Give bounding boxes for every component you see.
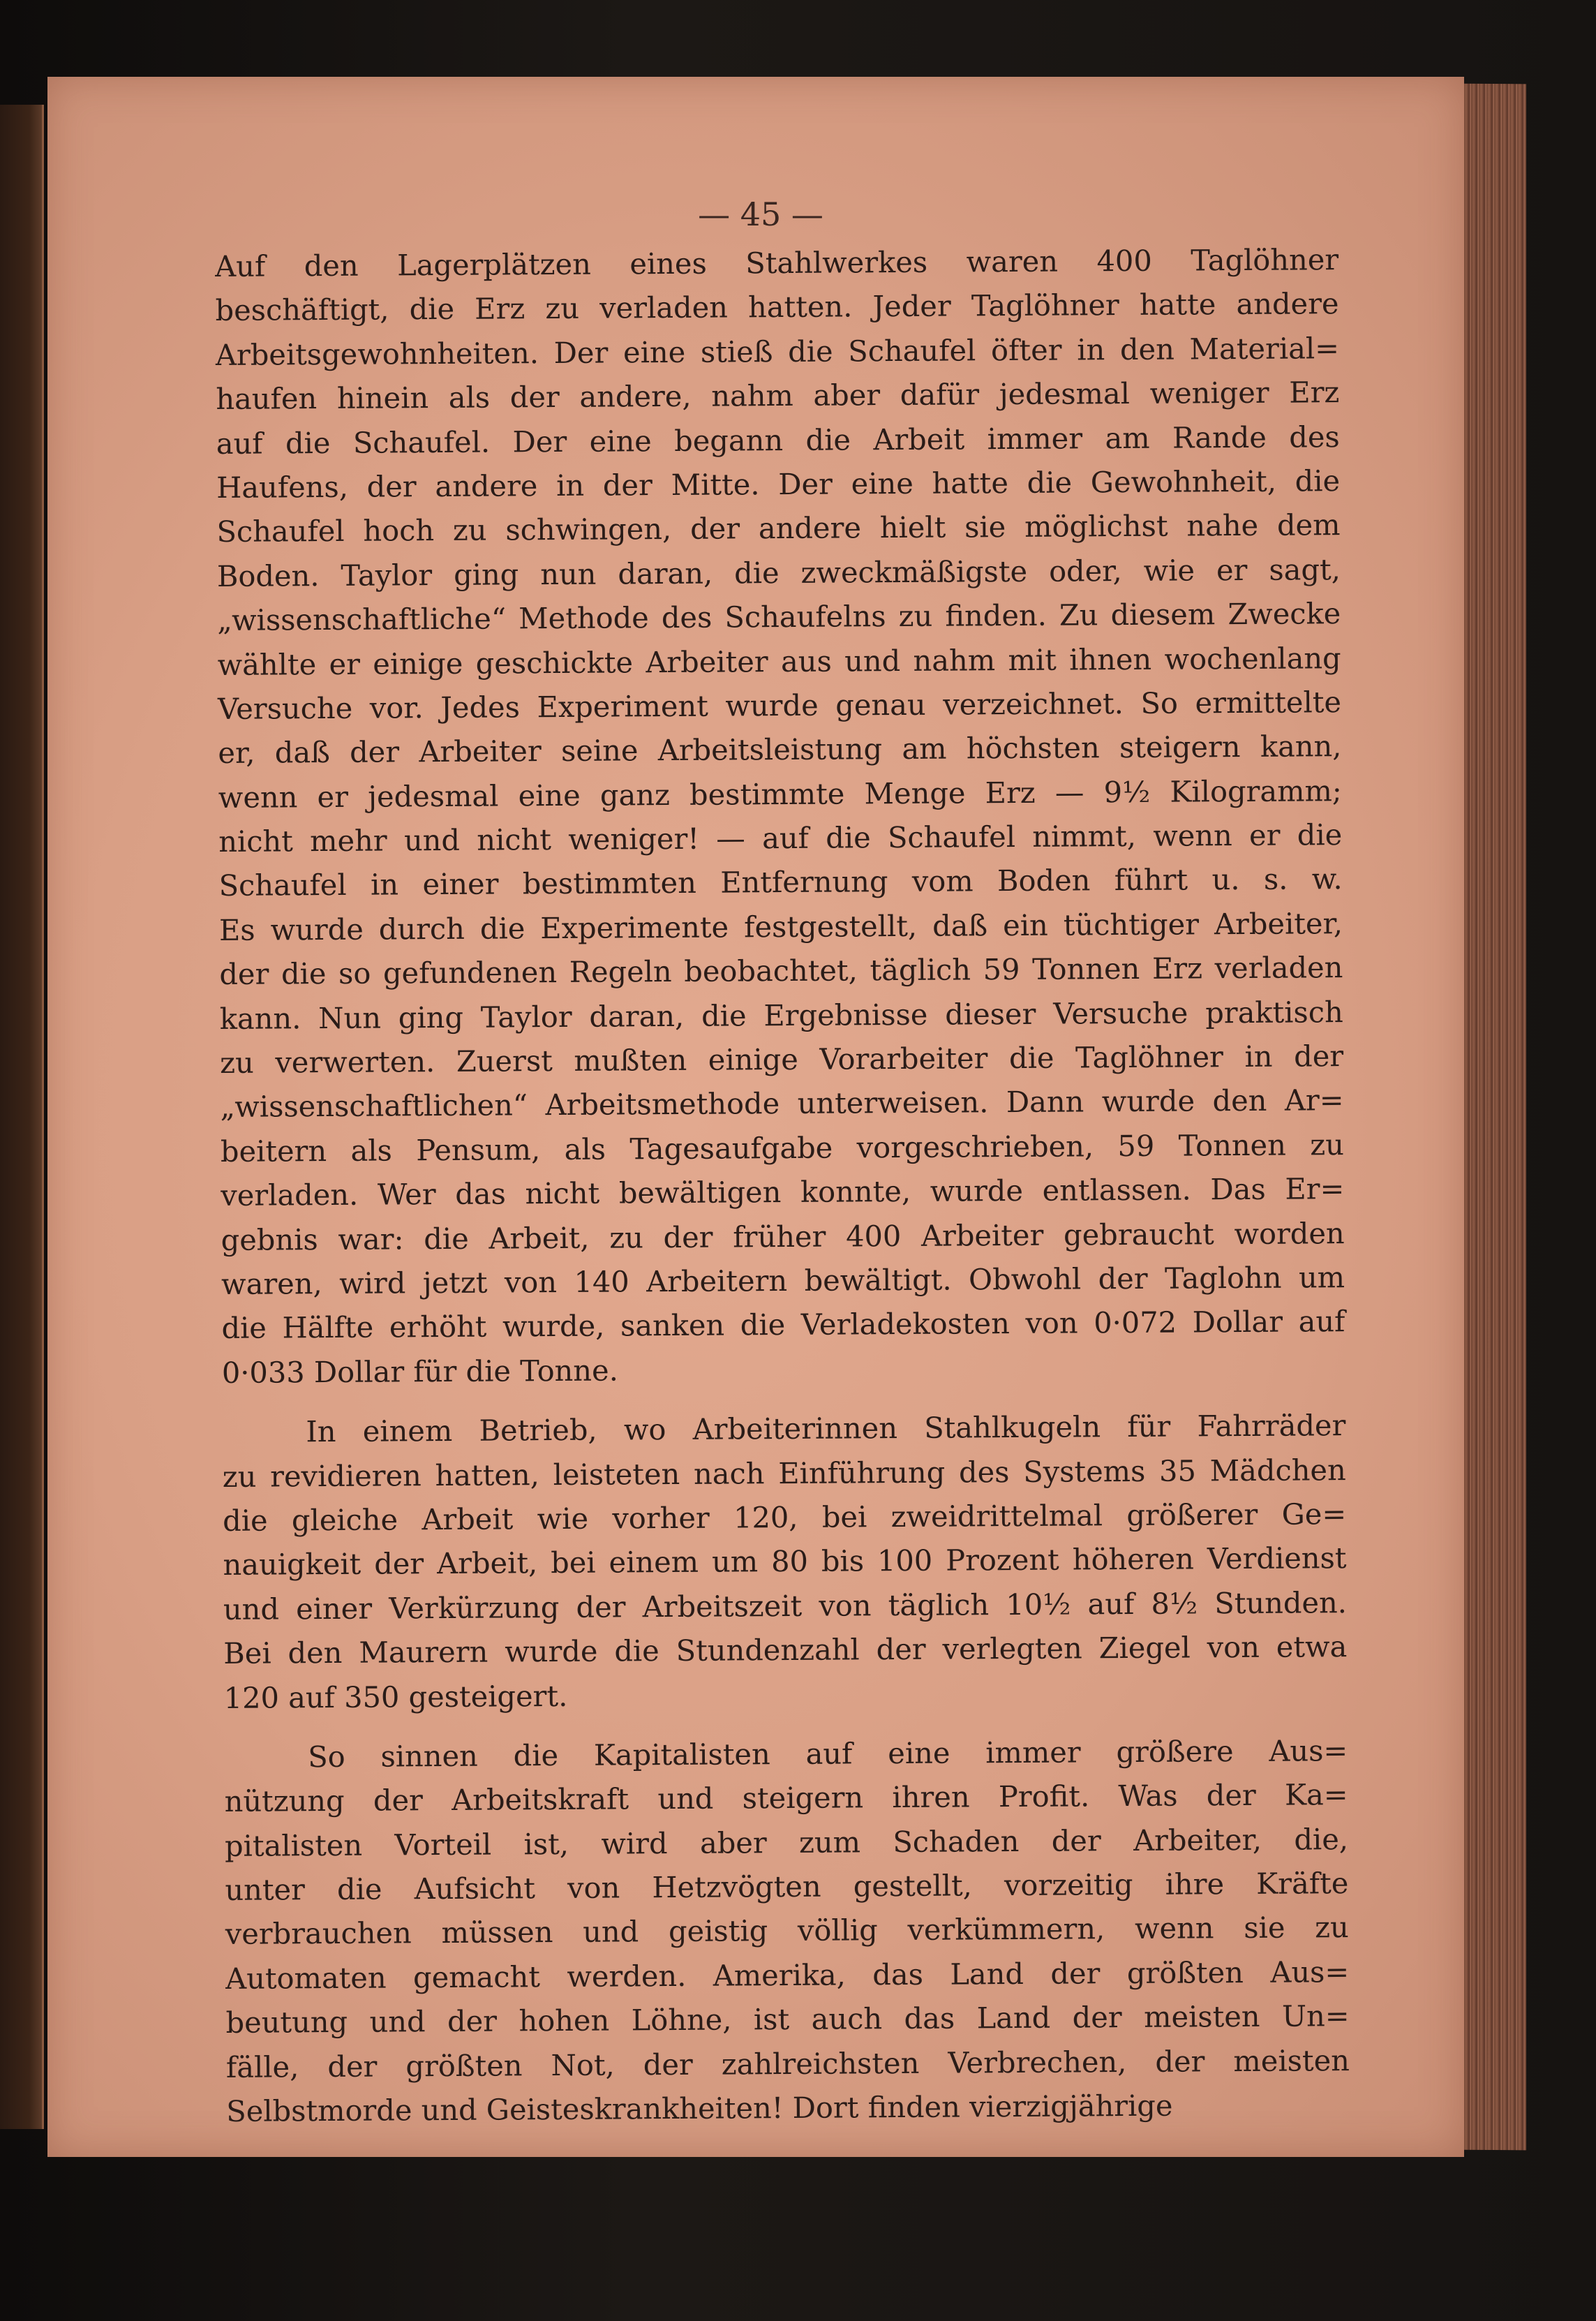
text-line: Schaufel in einer bestimmten Entfernung vom Boden führt u. s. w. xyxy=(218,861,1343,903)
page-stack-edge xyxy=(1462,84,1526,2151)
text-line: beutung und der hohen Löhne, ist auch das Land der meisten Un= xyxy=(225,1999,1350,2040)
text-line: gebnis war: die Arbeit, zu der früher 400 Arbeiter gebraucht worden xyxy=(221,1215,1345,1257)
text-line: Selbstmorde und Geisteskrankheiten! Dort finden vierzigjährige xyxy=(226,2088,1173,2128)
text-line: „wissenschaftliche“ Methode des Schaufelns zu finden. Zu diesem Zwecke xyxy=(217,596,1341,638)
paragraph-3 xyxy=(224,1728,1350,2133)
text-line: 0·033 Dollar für die Tonne. xyxy=(221,1353,618,1390)
page-number: — 45 — xyxy=(698,195,823,233)
text-line: Haufens, der andere in der Mitte. Der eine hatte die Gewohnheit, die xyxy=(216,464,1341,505)
text-line: verbrauchen müssen und geistig völlig verkümmern, wenn sie zu xyxy=(225,1910,1349,1952)
text-line: Automaten gemacht werden. Amerika, das Land der größten Aus= xyxy=(225,1954,1350,1996)
text-line: beitern als Pensum, als Tagesaufgabe vorgeschrieben, 59 Tonnen zu xyxy=(220,1127,1345,1169)
text-line: der die so gefundenen Regeln beobachtet, täglich 59 Tonnen Erz verladen xyxy=(219,950,1343,992)
text-line: Schaufel hoch zu schwingen, der andere hielt sie möglichst nahe dem xyxy=(216,507,1341,549)
text-line: „wissenschaftlichen“ Arbeitsmethode unterweisen. Dann wurde den Ar= xyxy=(220,1083,1344,1125)
text-line: die gleiche Arbeit wie vorher 120, bei zweidrittelmal größerer Ge= xyxy=(223,1497,1347,1538)
text-line: auf die Schaufel. Der eine begann die Arbeit immer am Rande des xyxy=(216,419,1340,461)
text-line: pitalisten Vorteil ist, wird aber zum Schaden der Arbeiter, die, xyxy=(224,1821,1349,1863)
paragraph-2 xyxy=(222,1403,1348,1720)
text-line: fälle, der größten Not, der zahlreichsten Verbrechen, der meisten xyxy=(225,2042,1350,2084)
text-line: unter die Aufsicht von Hetzvögten gestellt, vorzeitig ihre Kräfte xyxy=(225,1866,1349,1908)
text-line: nicht mehr und nicht weniger! — auf die Schaufel nimmt, wenn er die xyxy=(218,817,1343,859)
body-text xyxy=(215,237,1350,2133)
text-line: nützung der Arbeitskraft und steigern ihren Profit. Was der Ka= xyxy=(224,1777,1348,1819)
facing-page-edge xyxy=(0,105,44,2129)
text-line: beschäftigt, die Erz zu verladen hatten. Jeder Taglöhner hatte andere xyxy=(215,286,1339,328)
text-line: Bei den Maurern wurde die Stundenzahl der verlegten Ziegel von etwa xyxy=(223,1629,1348,1671)
text-line: verladen. Wer das nicht bewältigen konnte, wurde entlassen. Das Er= xyxy=(221,1171,1345,1213)
text-line: nauigkeit der Arbeit, bei einem um 80 bis 100 Prozent höheren Verdienst xyxy=(223,1541,1347,1582)
text-line: die Hälfte erhöht wurde, sanken die Verladekosten von 0·072 Dollar auf xyxy=(221,1304,1345,1346)
text-line: 120 auf 350 gesteigert. xyxy=(223,1678,568,1715)
text-line: und einer Verkürzung der Arbeitszeit von täglich 10½ auf 8½ Stunden. xyxy=(223,1585,1348,1626)
text-line: zu verwerten. Zuerst mußten einige Vorarbeiter die Taglöhner in der xyxy=(220,1039,1344,1081)
text-line: wenn er jedesmal eine ganz bestimmte Menge Erz — 9½ Kilogramm; xyxy=(218,773,1342,815)
paragraph-1 xyxy=(215,237,1345,1395)
text-line: wählte er einige geschickte Arbeiter aus und nahm mit ihnen wochenlang xyxy=(217,640,1341,682)
text-line: Arbeitsgewohnheiten. Der eine stieß die Schaufel öfter in den Material= xyxy=(215,330,1340,372)
text-line: In einem Betrieb, wo Arbeiterinnen Stahlkugeln für Fahrräder xyxy=(306,1408,1346,1449)
text-line: So sinnen die Kapitalisten auf eine immer größere Aus= xyxy=(308,1733,1348,1774)
text-line: Boden. Taylor ging nun daran, die zweckmäßigste oder, wie er sagt, xyxy=(216,551,1341,593)
text-line: Auf den Lagerplätzen eines Stahlwerkes waren 400 Taglöhner xyxy=(215,242,1339,283)
text-line: kann. Nun ging Taylor daran, die Ergebnisse dieser Versuche praktisch xyxy=(219,994,1343,1036)
text-line: zu revidieren hatten, leisteten nach Einführung des Systems 35 Mädchen xyxy=(222,1452,1346,1494)
text-line: Versuche vor. Jedes Experiment wurde genau verzeichnet. So ermittelte xyxy=(217,685,1342,726)
text-line: er, daß der Arbeiter seine Arbeitsleistung am höchsten steigern kann, xyxy=(218,729,1342,771)
text-line: waren, wird jetzt von 140 Arbeitern bewältigt. Obwohl der Taglohn um xyxy=(221,1260,1345,1301)
text-line: haufen hinein als der andere, nahm aber dafür jedesmal weniger Erz xyxy=(216,375,1340,417)
text-line: Es wurde durch die Experimente festgestellt, daß ein tüchtiger Arbeiter, xyxy=(218,906,1343,947)
